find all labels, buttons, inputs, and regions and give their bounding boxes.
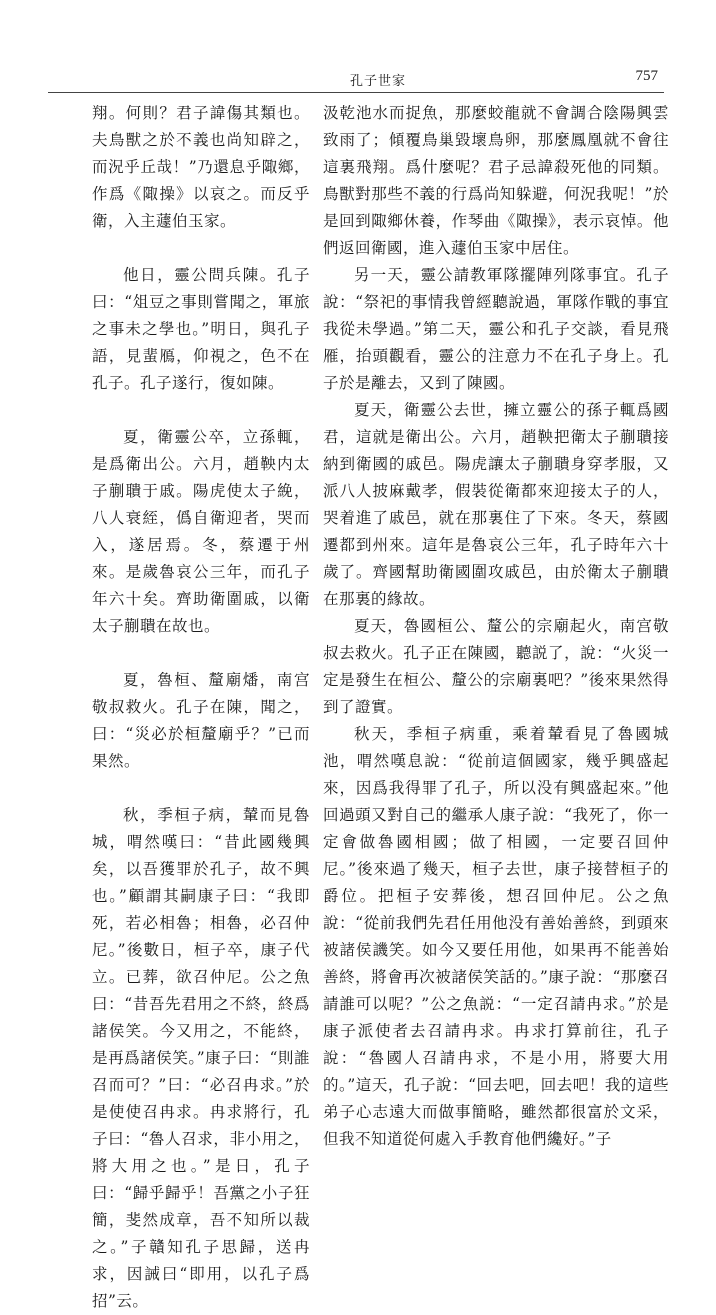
original-paragraph: 秋，季桓子病，輦而見魯城，喟然嘆曰：“昔此國幾興矣，以吾獲罪於孔子，故不興也。”顧謂其嗣康子曰：“我即死，若必相魯；相魯，必召仲尼。”後數日，桓子卒，康子代立。已葬，欲召仲尼。公之魚曰：“昔吾先君用之不終，終爲諸侯笑。今又用之，不能終，是再爲諸侯笑。”康子曰：“則誰召而可？”曰：“必召冉求。”於是使使召冉求。冉求將行，孔子曰：“魯人召求，非小用之，將大用之也。”是日，孔子曰：“歸乎歸乎！吾黨之小子狂簡，斐然成章，吾不知所以裁之。”子贛知孔子思歸，送冉求，因誡曰“即用，以孔子爲招”云。 <box>92 806 310 1310</box>
translation-paragraph: 另一天，靈公請教軍隊擺陣列隊事宜。孔子說：“祭祀的事情我曾經聽說過，軍隊作戰的事宜我從未學過。”第二天，靈公和孔子交談，看見飛雁，抬頭觀看，靈公的注意力不在孔子身上。孔子於是離去，又到了陳國。 <box>323 266 669 392</box>
original-paragraph: 他日，靈公問兵陳。孔子曰：“俎豆之事則嘗聞之，軍旅之事未之學也。”明日，與孔子語，見蜚鴈，仰視之，色不在孔子。孔子遂行，復如陳。 <box>92 266 310 392</box>
original-paragraph: 翔。何則？君子諱傷其類也。夫鳥獸之於不義也尚知辟之，而況乎丘哉！”乃還息乎陬鄉，作爲《陬操》以哀之。而反乎衛，入主蘧伯玉家。 <box>92 104 310 230</box>
page-number: 757 <box>635 68 658 84</box>
translation-paragraph: 秋天，季桓子病重，乘着輦看見了魯國城池，喟然嘆息說：“從前這個國家，幾乎興盛起來，因爲我得罪了孔子，所以没有興盛起來。”他回過頭又對自己的繼承人康子說：“我死了，你一定會做魯國相國；做了相國，一定要召回仲尼。”後來過了幾天，桓子去世，康子接替桓子的爵位。把桓子安葬後，想召回仲尼。公之魚說：“從前我們先君任用他没有善始善終，到頭來被諸侯譏笑。如今又要任用他，如果再不能善始善終，將會再次被諸侯笑話的。”康子說：“那麼召請誰可以呢？”公之魚説：“一定召請冉求。”於是康子派使者去召請冉求。冉求打算前往，孔子說：“魯國人召請冉求，不是小用，將要大用的。”這天，孔子說：“回去吧，回去吧！我的這些弟子心志遠大而做事簡略，雖然都很富於文采，但我不知道從何處入手教育他們纔好。”子 <box>323 725 669 1148</box>
running-title: 孔子世家 <box>350 74 407 89</box>
translation-paragraph: 夏天，魯國桓公、釐公的宗廟起火，南宫敬叔去救火。孔子正在陳國，聽説了，說：“火災一定是發生在桓公、釐公的宗廟裏吧？”後來果然得到了證實。 <box>323 617 669 716</box>
original-text-column <box>92 100 310 1315</box>
translation-paragraph: 汲乾池水而捉魚，那麼蛟龍就不會調合陰陽興雲致雨了；傾覆鳥巢毀壞鳥卵，那麼鳳凰就不會往這裏飛翔。爲什麼呢？君子忌諱殺死他的同類。鳥獸對那些不義的行爲尚知躲避，何況我呢！”於是回到陬鄉休養，作琴曲《陬操》，表示哀悼。他們返回衛國，進入蘧伯玉家中居住。 <box>323 104 669 257</box>
original-paragraph: 夏，魯桓、釐廟燔，南宫敬叔救火。孔子在陳，聞之，曰：“災必於桓釐廟乎？”已而果然。 <box>92 671 310 770</box>
translation-paragraph: 夏天，衛靈公去世，擁立靈公的孫子輒爲國君，這就是衛出公。六月，趙鞅把衛太子蒯聵接納到衛國的戚邑。陽虎讓太子蒯聵身穿孝服，又派八人披麻戴孝，假裝從衛都來迎接太子的人，哭着進了戚邑，就在那裏住了下來。冬天，蔡國遷都到州來。這年是魯哀公三年，孔子時年六十歲了。齊國幫助衛國圍攻戚邑，由於衛太子蒯聵在那裏的緣故。 <box>323 401 669 608</box>
original-paragraph: 夏，衛靈公卒，立孫輒，是爲衛出公。六月，趙鞅内太子蒯聵于戚。陽虎使太子絻，八人衰絰，僞自衛迎者，哭而入，遂居焉。冬，蔡遷于州來。是歲魯哀公三年，而孔子年六十矣。齊助衛圍戚，以衛太子蒯聵在故也。 <box>92 428 310 635</box>
page-header <box>48 68 664 93</box>
translation-column <box>323 100 669 1153</box>
